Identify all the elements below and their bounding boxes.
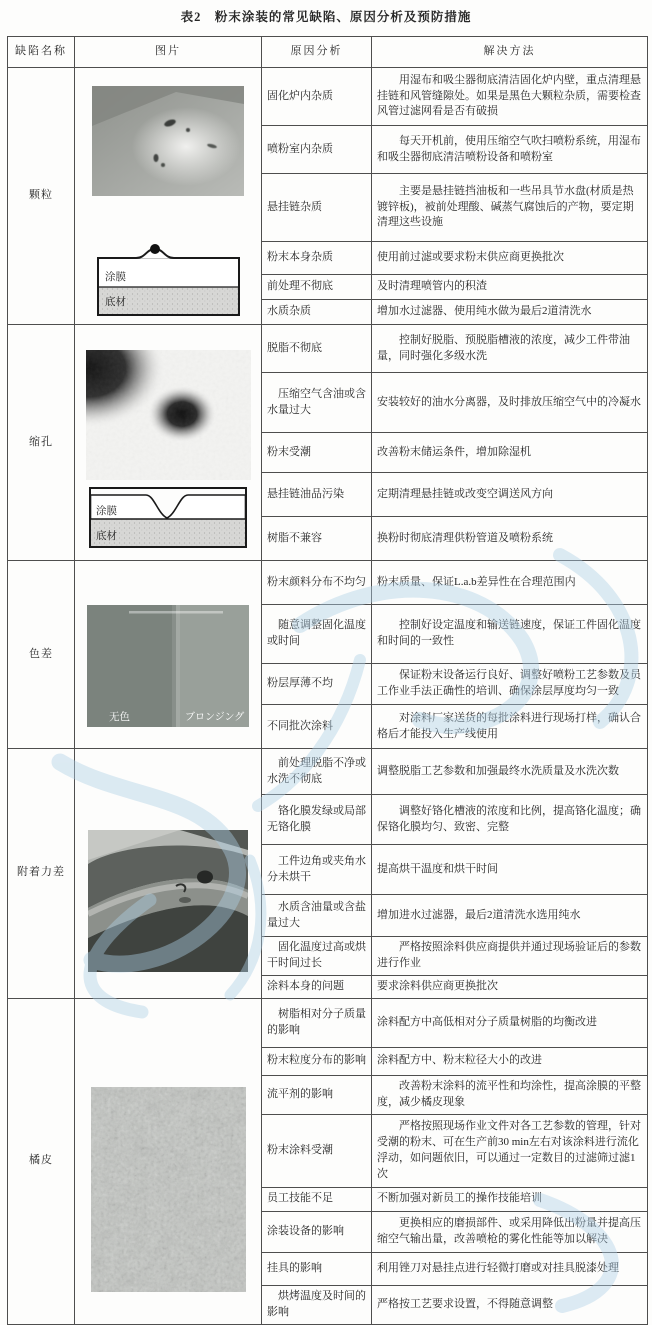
solution-cell: 调整脱脂工艺参数和加强最终水洗质量及水洗次数 <box>372 749 648 795</box>
solution-cell: 对涂料厂家送货的每批涂料进行现场打样，确认合格后才能投入生产线使用 <box>372 705 648 749</box>
solution-cell: 提高烘干温度和烘干时间 <box>372 845 648 895</box>
solution-cell: 控制好脱脂、预脱脂槽液的浓度，减少工件带油量，同时强化多级水洗 <box>372 325 648 373</box>
cause-cell: 树脂相对分子质量的影响 <box>262 998 372 1047</box>
table-row <box>8 998 648 1047</box>
cause-cell: 挂具的影响 <box>262 1252 372 1285</box>
substrate-label: 底材 <box>104 297 126 308</box>
bronzing-label: ブロンジング <box>185 711 245 723</box>
table-row <box>8 325 648 373</box>
cause-cell: 树脂不兼容 <box>262 517 372 561</box>
solution-cell: 不断加强对新员工的操作技能培训 <box>372 1187 648 1211</box>
photo-cell <box>75 998 262 1324</box>
photo-cell <box>75 325 262 561</box>
defect-name: 橘皮 <box>8 998 75 1324</box>
solution-cell: 利用锉刀对悬挂点进行轻微打磨或对挂具脱漆处理 <box>372 1252 648 1285</box>
cause-cell: 压缩空气含油或含水量过大 <box>262 373 372 433</box>
solution-cell: 保证粉末设备运行良好、调整好喷粉工艺参数及员工作业手法正确性的培训、确保涂层厚度均匀一致 <box>372 664 648 705</box>
cause-cell: 喷粉室内杂质 <box>262 126 372 174</box>
photo-cell <box>75 749 262 999</box>
defects-table <box>7 36 648 1325</box>
cause-cell: 粉末涂料受潮 <box>262 1114 372 1187</box>
col-header-cause: 原因分析 <box>262 37 372 68</box>
particle-defect-photo <box>92 86 244 196</box>
solution-cell: 要求涂料供应商更换批次 <box>372 975 648 998</box>
solution-cell: 更换相应的磨损部件、或采用降低出粉量并提高压缩空气输出量，改善喷枪的雾化性能等加以解决 <box>372 1211 648 1252</box>
cause-cell: 脱脂不彻底 <box>262 325 372 373</box>
solution-cell: 改善粉末涂料的流平性和均涂性，提高涂膜的平整度，减少橘皮现象 <box>372 1075 648 1114</box>
solution-cell: 定期清理悬挂链或改变空调送风方向 <box>372 473 648 517</box>
cause-cell: 粉层厚薄不均 <box>262 664 372 705</box>
cause-cell: 粉末本身杂质 <box>262 242 372 275</box>
cause-cell: 烘烤温度及时间的影响 <box>262 1285 372 1324</box>
table-row <box>8 749 648 795</box>
coating-film-label: 涂膜 <box>104 272 126 283</box>
col-header-solution: 解决方法 <box>372 37 648 68</box>
crater-cross-section-diagram <box>88 486 248 550</box>
coating-film-label: 涂膜 <box>96 505 117 517</box>
solution-cell: 换粉时彻底清理供粉管道及喷粉系统 <box>372 517 648 561</box>
cause-cell: 粉末粒度分布的影响 <box>262 1047 372 1075</box>
solution-cell: 控制好设定温度和输送链速度，保证工件固化温度和时间的一致性 <box>372 605 648 664</box>
solution-cell: 粉末质量、保证L.a.b差异性在合理范围内 <box>372 561 648 605</box>
paint-chip-spot <box>197 870 213 883</box>
page-title: 表2 粉末涂装的常见缺陷、原因分析及预防措施 <box>180 10 472 24</box>
table-row <box>8 68 648 126</box>
cause-cell: 粉末颜料分布不均匀 <box>262 561 372 605</box>
cause-cell: 铬化膜发绿或局部无铬化膜 <box>262 795 372 845</box>
color-difference-photo <box>87 605 249 727</box>
cause-cell: 流平剂的影响 <box>262 1075 372 1114</box>
header-row <box>8 37 648 68</box>
defect-name: 颗粒 <box>8 68 75 325</box>
solution-cell: 用湿布和吸尘器彻底清洁固化炉内壁，重点清理悬挂链和风管缝隙处。如果是黑色大颗粒杂质，需要检查风管过滤网看是否有破损 <box>372 68 648 126</box>
cause-cell: 粉末受潮 <box>262 433 372 473</box>
solution-cell: 涂料配方中、粉末粒径大小的改进 <box>372 1047 648 1075</box>
cause-cell: 固化温度过高或烘干时间过长 <box>262 937 372 976</box>
cause-cell: 水质杂质 <box>262 300 372 325</box>
col-header-image: 图片 <box>75 37 262 68</box>
cause-cell: 涂装设备的影响 <box>262 1211 372 1252</box>
defect-name: 缩孔 <box>8 325 75 561</box>
solution-cell: 严格按工艺要求设置，不得随意调整 <box>372 1285 648 1324</box>
photo-cell <box>75 561 262 749</box>
particle-cross-section-diagram <box>96 242 241 318</box>
solution-cell: 主要是悬挂链挡油板和一些吊具节水盘(材质是热镀锌板)，被前处理酸、碱蒸气腐蚀后的产物，要定期清理这些设施 <box>372 174 648 242</box>
substrate-label: 底材 <box>96 530 117 542</box>
solution-cell: 严格按照涂料供应商提供并通过现场验证后的参数进行作业 <box>372 937 648 976</box>
cause-cell: 不同批次涂料 <box>262 705 372 749</box>
solution-cell: 严格按照现场作业文件对各工艺参数的管理，针对受潮的粉末、可在生产前30 min左右对该涂料进行流化浮动，如问题依旧，可以通过一定数目的过滤筛过滤1次 <box>372 1114 648 1187</box>
crater-defect-photo <box>86 350 251 480</box>
cause-cell: 前处理脱脂不净或水洗不彻底 <box>262 749 372 795</box>
solution-cell: 增加水过滤器、使用纯水做为最后2道清洗水 <box>372 300 648 325</box>
cause-cell: 随意调整固化温度或时间 <box>262 605 372 664</box>
cause-cell: 水质含油量或含盐量过大 <box>262 895 372 937</box>
photo-cell <box>75 68 262 325</box>
solution-cell: 改善粉末储运条件，增加除湿机 <box>372 433 648 473</box>
cause-cell: 前处理不彻底 <box>262 275 372 300</box>
particle-dot <box>150 244 160 254</box>
defect-name: 附着力差 <box>8 749 75 999</box>
solution-cell: 使用前过滤或要求粉末供应商更换批次 <box>372 242 648 275</box>
cause-cell: 固化炉内杂质 <box>262 68 372 126</box>
poor-adhesion-photo <box>88 830 248 972</box>
cause-cell: 悬挂链油品污染 <box>262 473 372 517</box>
col-header-defect: 缺陷名称 <box>8 37 75 68</box>
table-row <box>8 561 648 605</box>
solution-cell: 调整好铬化槽液的浓度和比例，提高铬化温度；确保铬化膜均匀、致密、完整 <box>372 795 648 845</box>
solution-cell: 涂料配方中高低相对分子质量树脂的均衡改进 <box>372 998 648 1047</box>
cause-cell: 涂料本身的问题 <box>262 975 372 998</box>
defect-name: 色差 <box>8 561 75 749</box>
cause-cell: 悬挂链杂质 <box>262 174 372 242</box>
cause-cell: 员工技能不足 <box>262 1187 372 1211</box>
solution-cell: 增加进水过滤器，最后2道清洗水选用纯水 <box>372 895 648 937</box>
solution-cell: 安装较好的油水分离器，及时排放压缩空气中的冷凝水 <box>372 373 648 433</box>
solution-cell: 及时清理喷管内的积渣 <box>372 275 648 300</box>
cause-cell: 工件边角或夹角水分未烘干 <box>262 845 372 895</box>
colorless-label: 无色 <box>109 711 130 723</box>
solution-cell: 每天开机前，使用压缩空气吹扫喷粉系统，用湿布和吸尘器彻底清洁喷粉设备和喷粉室 <box>372 126 648 174</box>
orange-peel-photo <box>91 1087 246 1292</box>
